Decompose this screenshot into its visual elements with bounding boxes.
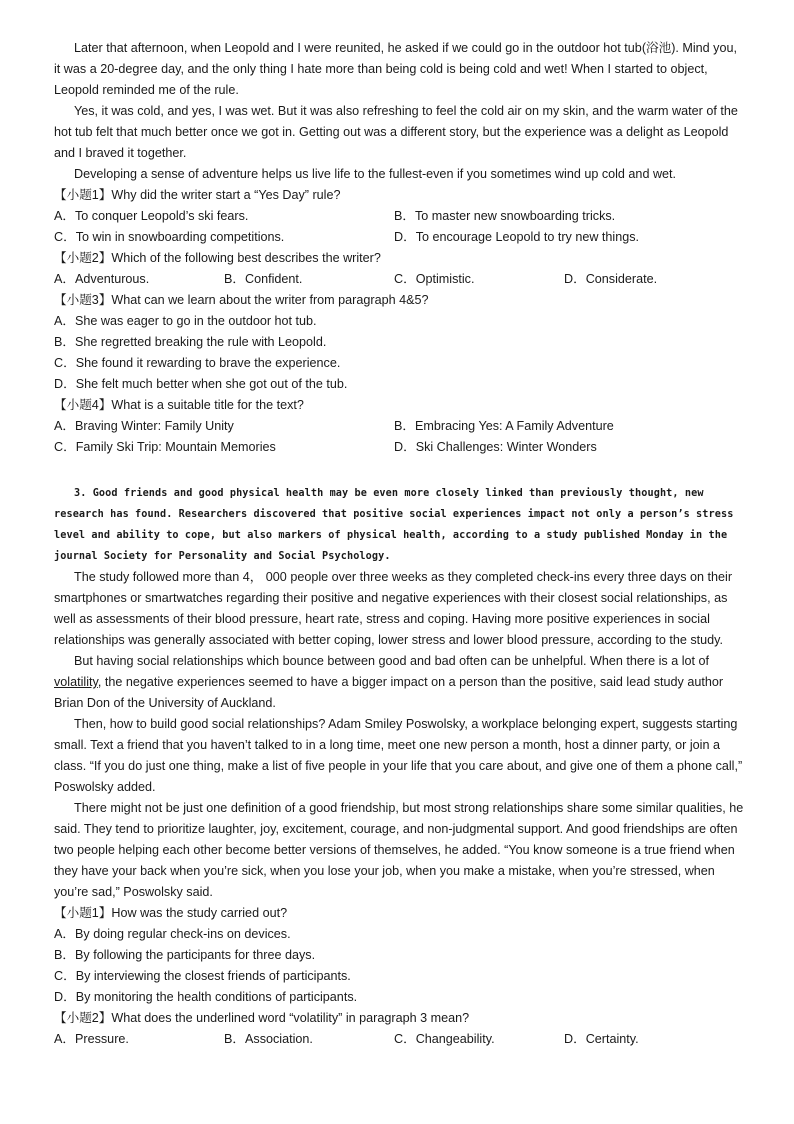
- passage-paragraph: Then, how to build good social relationships? Adam Smiley Poswolsky, a workplace belonging expert, suggests starting small. Text a friend that you haven’t talked to in a long time, meet one new person a month, host a dinner party, or join a class. “If you do just one thing, make a list of five people in your life that you care about, and give one of them a phone call,” Poswolsky added.: [54, 717, 743, 794]
- passage-paragraph: Yes, it was cold, and yes, I was wet. But it was also refreshing to feel the cold air on my skin, and the warm water of the hot tub felt that much better once we got in. Getting out was a different story, but the experience was a delight as Leopold and I braved it together.: [54, 104, 738, 160]
- option-a: A．Braving Winter: Family Unity: [54, 419, 234, 433]
- passage-paragraph: [54, 651, 744, 714]
- option-c: C．Changeability.: [394, 1032, 495, 1046]
- underlined-word: volatility: [54, 675, 98, 689]
- option-d: D．She felt much better when she got out of the tub.: [54, 377, 348, 391]
- option-c: C．By interviewing the closest friends of participants.: [54, 969, 351, 983]
- passage-paragraph: Later that afternoon, when Leopold and I were reunited, he asked if we could go in the outdoor hot tub(浴池). Mind you, it was a 20-degree day, and the only thing I hate more than being cold is being cold and wet! When I started to object, Leopold reminded me of the rule.: [54, 41, 737, 97]
- option-b: B．To master new snowboarding tricks.: [394, 209, 616, 223]
- option-b: B．By following the participants for three days.: [54, 948, 316, 962]
- option-b: B．She regretted breaking the rule with Leopold.: [54, 335, 327, 349]
- option-c: C．To win in snowboarding competitions.: [54, 230, 285, 244]
- option-row: [54, 269, 744, 290]
- question-stem: 【小题1】How was the study carried out?: [54, 906, 288, 920]
- option-d: D．Considerate.: [564, 272, 658, 286]
- option-b: B．Association.: [224, 1032, 313, 1046]
- passage-paragraph: Developing a sense of adventure helps us live life to the fullest-even if you sometimes wind up cold and wet.: [74, 167, 677, 181]
- paragraph-text: , the negative experiences seemed to have a bigger impact on a person than the positive, said lead study author Brian Don of the University of Auckland.: [54, 675, 724, 710]
- paragraph-text: But having social relationships which bounce between good and bad often can be unhelpful. When there is a lot of: [74, 654, 710, 668]
- section-spacer: [54, 458, 744, 483]
- option-d: D．Certainty.: [564, 1032, 639, 1046]
- option-a: A．By doing regular check-ins on devices.: [54, 927, 291, 941]
- option-b: B．Confident.: [224, 272, 303, 286]
- exam-page: [54, 38, 744, 1050]
- option-row: [54, 206, 744, 227]
- option-row: [54, 437, 744, 458]
- question-stem: 【小题3】What can we learn about the writer from paragraph 4&5?: [54, 293, 429, 307]
- passage-paragraph: There might not be just one definition of a good friendship, but most strong relationships share some similar qualities, he said. They tend to prioritize laughter, joy, excitement, courage, and non-judgmental support. And good friendships are often two people helping each other become better versions of themselves, he added. “You know someone is a true friend when they have your back when you’re sick, when you lose your job, when you make a mistake, when you’re stressed, when you’re sad,” Poswolsky said.: [54, 801, 744, 899]
- question-stem: 【小题2】Which of the following best describes the writer?: [54, 251, 381, 265]
- passage-paragraph: The study followed more than 4， 000 people over three weeks as they completed check-ins every three days on their smartphones or smartwatches regarding their positive and negative experiences with their closest social relationships, as well as assessments of their blood pressure, heart rate, stress and coping. Having more positive experiences in social relationships was generally associated with better coping, lower stress and lower blood pressure, according to the study.: [54, 570, 733, 647]
- option-row: [54, 1029, 744, 1050]
- option-d: D．To encourage Leopold to try new things.: [394, 230, 640, 244]
- question-stem: 【小题4】What is a suitable title for the text?: [54, 398, 304, 412]
- question-stem: 【小题1】Why did the writer start a “Yes Day” rule?: [54, 188, 341, 202]
- option-d: D．Ski Challenges: Winter Wonders: [394, 440, 597, 454]
- passage-intro: 3. Good friends and good physical health may be even more closely linked than previously thought, new research has found. Researchers discovered that positive social experiences impact not only a person’s stress level and ability to cope, but also markers of physical health, according to a study published Monday in the journal Society for Personality and Social Psychology.: [54, 488, 734, 562]
- option-row: [54, 416, 744, 437]
- option-row: [54, 227, 744, 248]
- option-a: A．Pressure.: [54, 1032, 129, 1046]
- option-a: A．She was eager to go in the outdoor hot tub.: [54, 314, 317, 328]
- option-c: C．She found it rewarding to brave the experience.: [54, 356, 341, 370]
- option-a: A．To conquer Leopold’s ski fears.: [54, 209, 249, 223]
- question-stem: 【小题2】What does the underlined word “volatility” in paragraph 3 mean?: [54, 1011, 470, 1025]
- option-b: B．Embracing Yes: A Family Adventure: [394, 419, 614, 433]
- option-c: C．Family Ski Trip: Mountain Memories: [54, 440, 276, 454]
- option-d: D．By monitoring the health conditions of participants.: [54, 990, 358, 1004]
- option-a: A．Adventurous.: [54, 272, 150, 286]
- option-c: C．Optimistic.: [394, 272, 475, 286]
